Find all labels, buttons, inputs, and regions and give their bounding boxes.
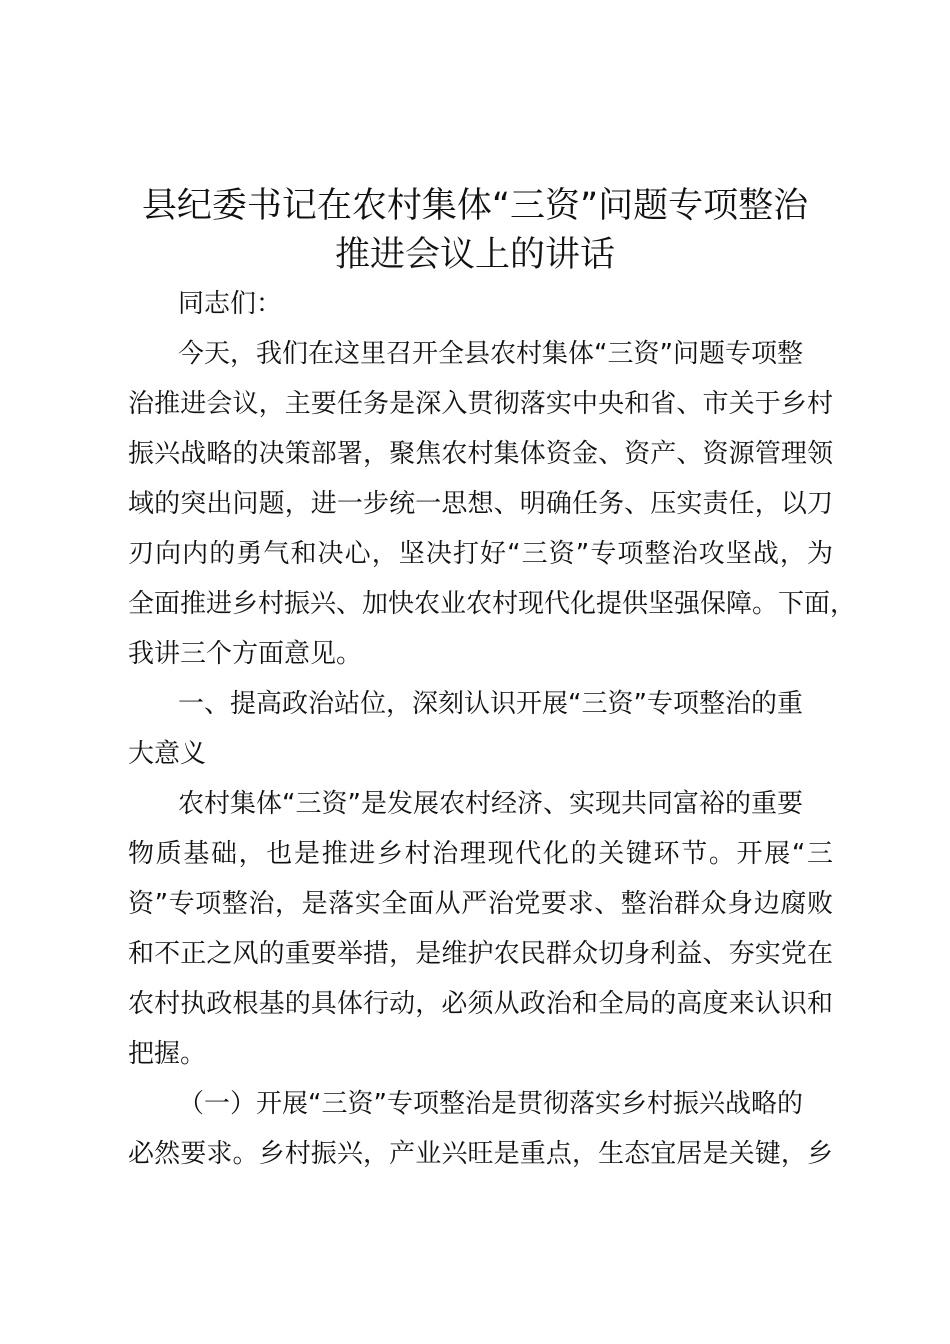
para1-line: 今天，我们在这里召开全县农村集体“三资”问题专项整 (178, 339, 803, 369)
section-heading: 大意义 (128, 739, 207, 769)
para1-line: 振兴战略的决策部署，聚焦农村集体资金、资产、资源管理领 (128, 439, 833, 469)
para1-line: 域的突出问题，进一步统一思想、明确任务、压实责任，以刀 (128, 489, 833, 519)
document-title-line-1: 县纪委书记在农村集体“三资”问题专项整治 (141, 186, 809, 226)
document-title-line-2: 推进会议上的讲话 (334, 235, 615, 275)
section-heading: 一、提高政治站位，深刻认识开展“三资”专项整治的重 (178, 689, 803, 719)
para3-line: 把握。 (128, 1039, 207, 1069)
para3-line: 物质基础，也是推进乡村治理现代化的关键环节。开展“三 (128, 839, 833, 869)
para3-line: 农村集体“三资”是发展农村经济、实现共同富裕的重要 (178, 789, 803, 819)
para3-line: 和不正之风的重要举措，是维护农民群众切身利益、夯实党在 (128, 939, 833, 969)
para3-line: 农村执政根基的具体行动，必须从政治和全局的高度来认识和 (128, 989, 833, 1019)
para1-line: 刃向内的勇气和决心，坚决打好“三资”专项整治攻坚战，为 (128, 539, 833, 569)
para4-line: （一）开展“三资”专项整治是贯彻落实乡村振兴战略的 (178, 1089, 803, 1119)
para1-line: 全面推进乡村振兴、加快农业农村现代化提供坚强保障。下面， (128, 589, 857, 619)
para1-line: 我讲三个方面意见。 (128, 639, 363, 669)
salutation: 同志们： (178, 289, 283, 319)
para3-line: 资”专项整治，是落实全面从严治党要求、整治群众身边腐败 (128, 889, 833, 919)
para1-line: 治推进会议，主要任务是深入贯彻落实中央和省、市关于乡村 (128, 389, 833, 419)
para4-line: 必然要求。乡村振兴，产业兴旺是重点，生态宜居是关键，乡 (128, 1139, 833, 1169)
